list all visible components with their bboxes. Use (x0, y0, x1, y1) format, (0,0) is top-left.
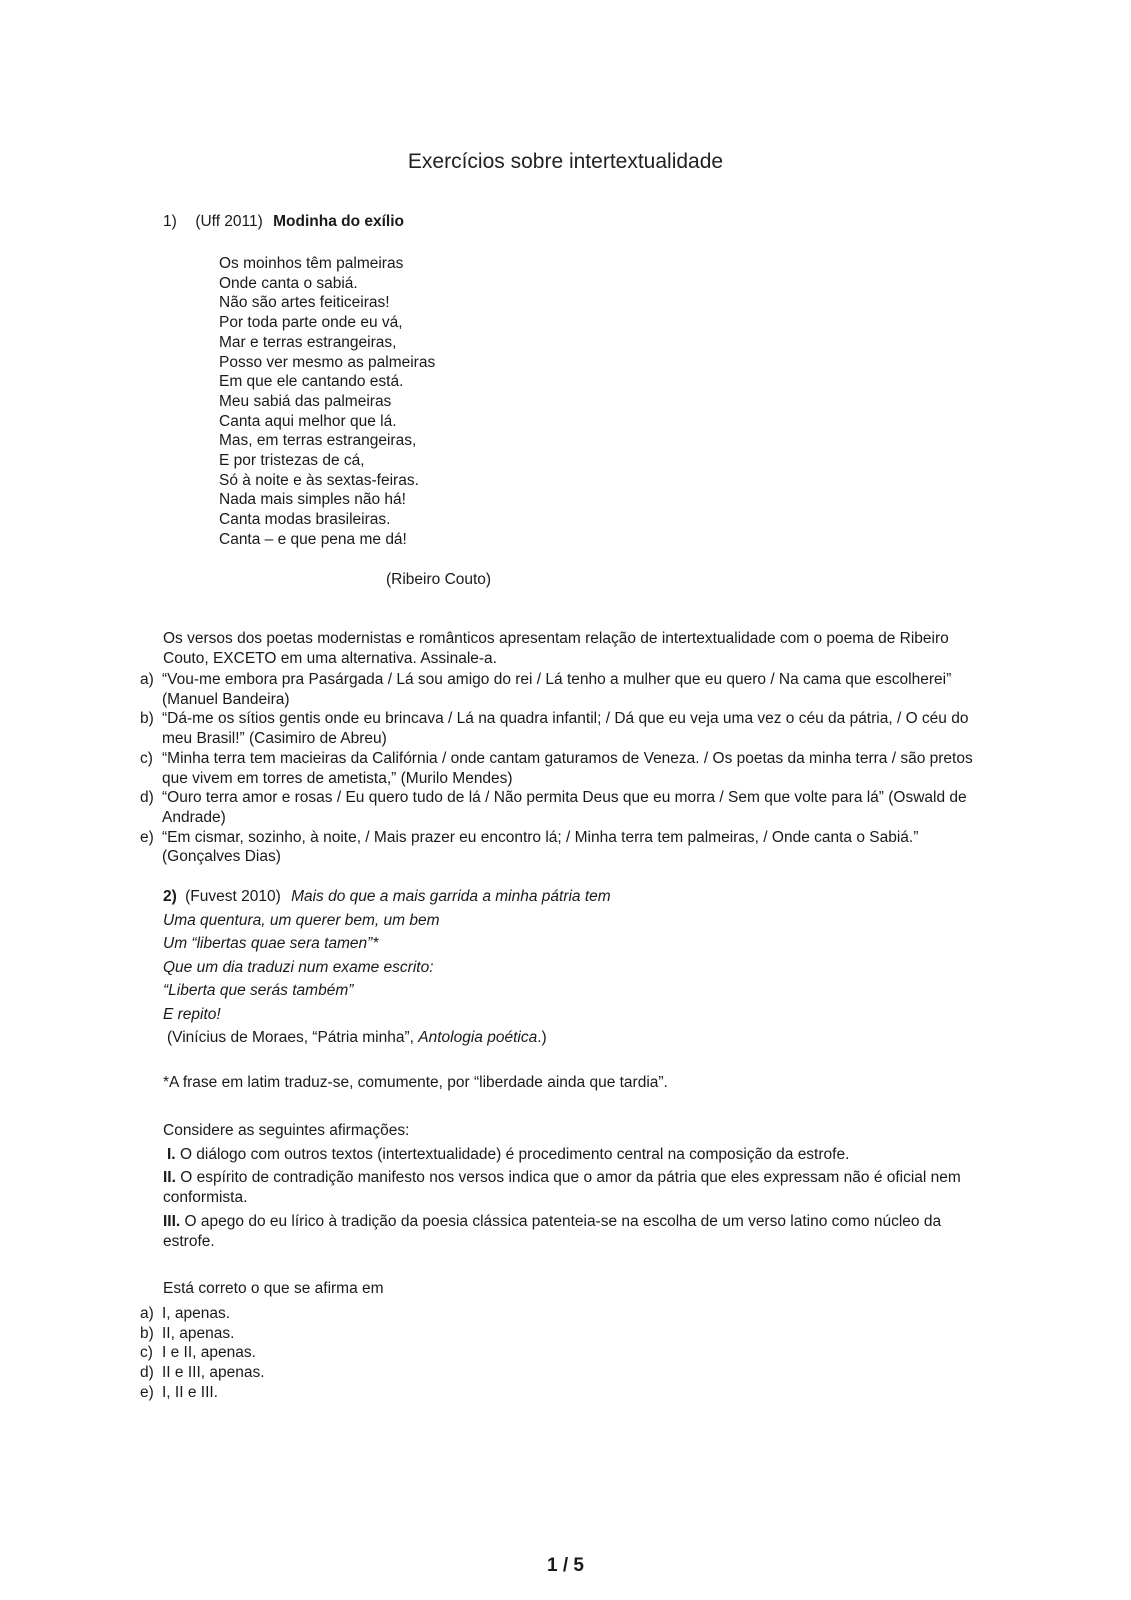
statement-label: II. (163, 1169, 176, 1187)
verse-line: Que um dia traduzi num exame escrito: (163, 958, 434, 976)
answer-e (140, 1383, 265, 1403)
answer-text: I, apenas. (162, 1305, 231, 1322)
poem-line: Canta modas brasileiras. (219, 511, 391, 529)
page-title: Exercícios sobre intertextualidade (407, 150, 724, 173)
question-1-intro: Os versos dos poetas modernistas e românticos apresentam relação de intertextualidade com o poema de Ribeiro Couto, EXCETO em uma alternativa. Assinale-a. (163, 630, 949, 667)
question-2-source: (Fuvest 2010) (185, 888, 281, 905)
option-letter: b) (140, 710, 154, 728)
question-2 (163, 885, 983, 1050)
statement-1 (163, 1145, 968, 1165)
statements-block (163, 1121, 968, 1251)
option-text: “Em cismar, sozinho, à noite, / Mais prazer eu encontro lá; / Minha terra tem palmeiras, / Onde canta o Sabiá.” (Gonçalves Dias) (162, 828, 919, 866)
question-1-source: (Uff 2011) (195, 213, 263, 230)
option-c (140, 749, 980, 788)
question-1-number: 1) (163, 213, 177, 230)
statement-3 (163, 1212, 968, 1251)
verse-line: “Liberta que serás também” (163, 982, 354, 999)
poem-line: Só à noite e às sextas-feiras. (219, 471, 419, 489)
statement-2 (163, 1168, 968, 1207)
poem-line: Onde canta o sabiá. (219, 274, 358, 292)
option-a (140, 670, 980, 709)
answer-text: II e III, apenas. (162, 1364, 265, 1382)
verse-line: Uma quentura, um querer bem, um bem (163, 911, 440, 929)
option-letter: d) (140, 789, 154, 807)
answer-letter: d) (140, 1364, 154, 1382)
answer-letter: a) (140, 1305, 154, 1322)
statement-text: O espírito de contradição manifesto nos versos indica que o amor da pátria que eles expressam não é oficial nem conformista. (163, 1169, 961, 1207)
option-text: “Ouro terra amor e rosas / Eu quero tudo de lá / Não permita Deus que eu morra / Sem que volte para lá” (Oswald de Andrade) (162, 789, 967, 826)
poem-line: Canta – e que pena me dá! (219, 530, 407, 548)
poem-line: Por toda parte onde eu vá, (219, 314, 403, 332)
verse-line: Um “libertas quae sera tamen”* (163, 935, 379, 952)
option-letter: a) (140, 671, 154, 688)
option-e (140, 828, 980, 867)
poem-author: (Ribeiro Couto) (386, 571, 492, 588)
answer-letter: e) (140, 1383, 154, 1401)
answer-text: II, apenas. (162, 1324, 235, 1342)
poem-line: Nada mais simples não há! (219, 491, 406, 509)
verse-line: Mais do que a mais garrida a minha pátria tem (291, 888, 611, 905)
poem-line: Mar e terras estrangeiras, (219, 333, 397, 351)
citation (163, 1026, 983, 1050)
statement-text: O diálogo com outros textos (intertextualidade) é procedimento central na composição da estrofe. (179, 1145, 850, 1163)
option-text: “Vou-me embora pra Pasárgada / Lá sou amigo do rei / Lá tenho a mulher que eu quero / Na cama que escolherei” (Manuel Bandeira) (162, 671, 952, 708)
option-letter: c) (140, 749, 153, 767)
question-2-header (163, 885, 983, 909)
verse-line: E repito! (163, 1005, 221, 1023)
answer-text: I e II, apenas. (162, 1344, 256, 1362)
answer-letter: c) (140, 1344, 153, 1362)
statement-label: III. (163, 1212, 181, 1230)
answer-d (140, 1363, 265, 1383)
poem-line: E por tristezas de cá, (219, 452, 365, 470)
poem (219, 254, 435, 550)
question-2-answers (140, 1304, 265, 1403)
poem-title: Modinha do exílio (273, 213, 405, 230)
option-d (140, 788, 980, 827)
page-number: 1 / 5 (547, 1555, 584, 1576)
question-1-options (140, 670, 980, 867)
answer-letter: b) (140, 1324, 154, 1342)
option-letter: e) (140, 828, 154, 846)
question-2-number: 2) (163, 888, 177, 905)
option-text: “Minha terra tem macieiras da Califórnia / onde cantam gaturamos de Veneza. / Os poetas da minha terra / são pretos que vivem em torres de ametista,” (Murilo Mendes) (162, 749, 973, 787)
poem-line: Os moinhos têm palmeiras (219, 255, 404, 272)
statement-label: I. (167, 1145, 176, 1163)
statement-text: O apego do eu lírico à tradição da poesia clássica patenteia-se na escolha de um verso latino como núcleo da estrofe. (163, 1212, 942, 1250)
translation-note: *A frase em latim traduz-se, comumente, por “liberdade ainda que tardia”. (163, 1074, 668, 1091)
poem-line: Posso ver mesmo as palmeiras (219, 353, 436, 371)
citation-pre: (Vinícius de Moraes, “Pátria minha”, (167, 1029, 419, 1046)
answer-b (140, 1324, 265, 1344)
poem-line: Canta aqui melhor que lá. (219, 412, 397, 430)
option-text: “Dá-me os sítios gentis onde eu brincava / Lá na quadra infantil; / Dá que eu veja uma vez o céu da pátria, / O céu do meu Brasil!” (Casimiro de Abreu) (162, 710, 969, 748)
option-b (140, 709, 980, 748)
question-2-prompt: Está correto o que se afirma em (163, 1280, 384, 1297)
answer-c (140, 1343, 265, 1363)
poem-line: Meu sabiá das palmeiras (219, 392, 392, 410)
citation-book: Antologia poética (418, 1029, 538, 1046)
citation-post: .) (537, 1029, 547, 1046)
poem-line: Mas, em terras estrangeiras, (219, 432, 417, 450)
consider-label: Considere as seguintes afirmações: (163, 1122, 410, 1139)
poem-line: Em que ele cantando está. (219, 373, 404, 391)
poem-line: Não são artes feiticeiras! (219, 294, 390, 312)
question-1-header (163, 213, 404, 231)
answer-a (140, 1304, 265, 1324)
answer-text: I, II e III. (162, 1383, 218, 1401)
